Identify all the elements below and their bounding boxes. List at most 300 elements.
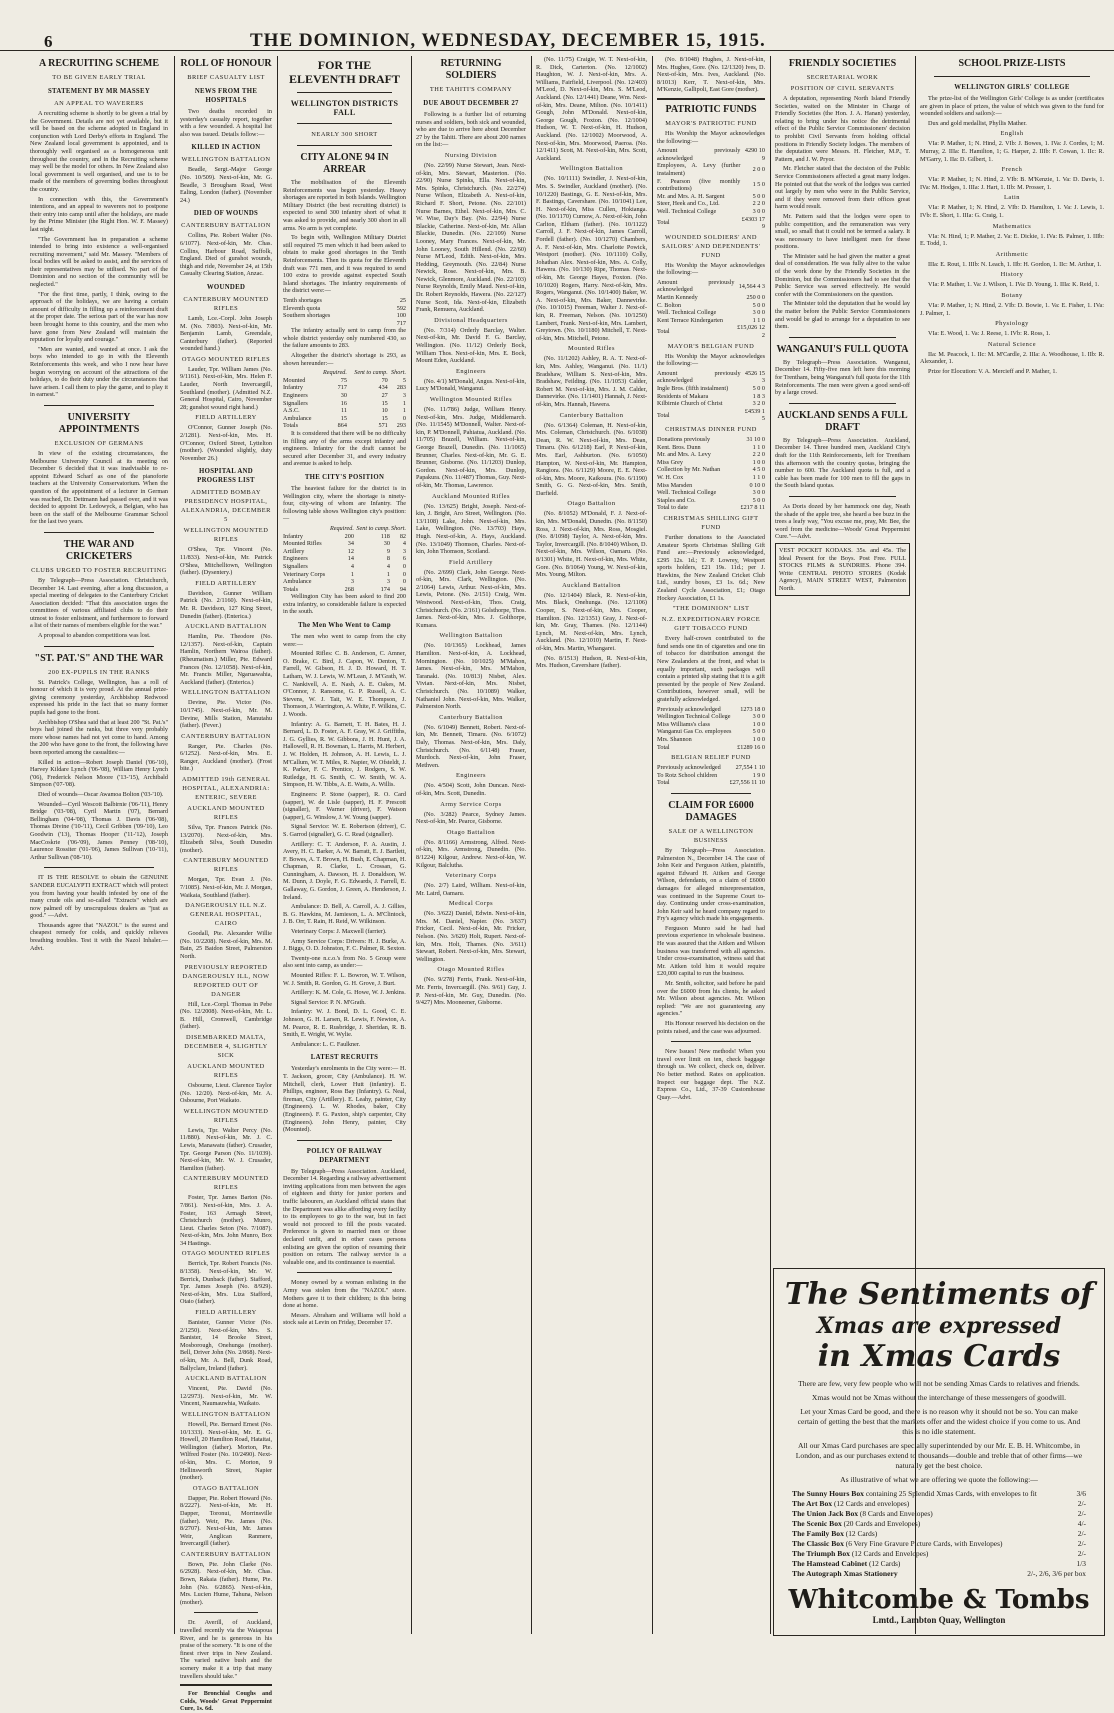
price-list-item [792,1489,1086,1499]
table-cell: 4 5 0 [752,466,765,474]
table-cell: Previously acknowledged [657,764,721,772]
brand-address: Lmtd., Lambton Quay, Wellington [872,1615,1006,1625]
paragraph: Banister, Gunner Victor (No. 2/1250). Next-of-kin, Mrs. S. Banister, 14 Brooke Street, Mosborough, Onehunga (mother). Bell, Driver John (No. 2/868). Next-of-kin, Mr. A. Bell, Dunk Road, Ballyclare, Ireland (father). [180,1319,272,1372]
paragraph: By Telegraph—Press Association. Auckland, December 14. Three hundred men, Auckland City's draft for the 11th Reinforcements, left for Trentham this afternoon with the country quotas, bringing the number to 600. The Auckland quota is full, and a cable has been made for 100 men to fill the gaps in the South Island quotas. [775,436,910,490]
subject-heading: History [1000,271,1024,279]
table-row [657,208,765,216]
paragraph: (No. 8/1513) Hudson, R. Next-of-kin, Mrs. Hudson, Cavershare (father). [536,654,647,670]
subject-heading: Arithmetic [995,250,1029,258]
product-price: 2/- [1077,1499,1086,1508]
table-cell: 4 [402,540,406,548]
table-cell: Totals [283,585,299,593]
table-cell: Steer, Heek and Co., Ltd. [657,200,720,208]
table-cell: 5 0 0 [752,728,765,736]
product-price: 3/6 [1076,1489,1086,1498]
table-header: Required. [322,369,347,377]
subhead: CHRISTMAS SHILLING GIFT FUND [663,514,759,531]
divider [297,123,392,124]
table-cell: 1 0 0 [752,735,765,743]
unit-heading: Auckland Battalion [562,581,621,589]
paragraph: (No. 2/699) Clark, John George. Next-of-kin, Mrs. Clark, Wellington. (No. 2/1064) Lewis, Arthur. Next-of-kin, Mrs. Lewis, Petone. (No. 2/151) Craig, Wm. Westwood. Next-of-kin, Thos. Craig, Christchurch. (No. 2/161) Golsthorpe, Thos. James. Next-of-kin, Mrs. J. Golthorpe, Kumara. [416,568,526,629]
table-cell: Staples and Co. [657,496,696,504]
table-cell: 3 0 0 [752,489,765,497]
table-row [283,586,406,594]
table-row [657,400,765,408]
fund-table [657,706,765,752]
advertisement: As Doris dozed by her hammock one day, Neath the shade of the apple tree, she heard a bee buzz in the trees a leafy way, "You excuse me, pray, Mr. Bee, the word from the medicine—Woods' Great Peppermint Cure."—Advt. [775,502,910,541]
product-name: The Family Box [792,1529,844,1538]
table-cell: 3 [402,547,406,555]
table-cell: 14 [347,555,354,563]
subhead: NEWS FROM THE HOSPITALS [194,88,258,104]
table-cell: 31 10 0 [746,435,765,443]
table-cell: 1 [386,570,390,578]
unit-heading: WELLINGTON BATTALION [181,689,271,697]
column-rule [531,56,532,1634]
ad-headline: The Sentiments of [784,1277,1094,1312]
paragraph: (No. 8/1052) M'Donald, F. J. Next-of-kin, Mrs. M'Donald, Dunedin. (No. 8/1150) Ross, J. Next-of-kin, Mrs. Ross, Mosgiel. (No. 8/1098) Taylor, A. Next-of-kin, Mrs. Taylor, Invercargill. (No. 8/1040) Wilson, D. Next-of-kin, Mrs. Wilson, Oamaru. (No. 8/1301) White, H. Next-of-kin, Mrs. White, Gore. (No. 8/1064) Young, W. Next-of-kin, Mrs. Young, Milton. [536,510,647,579]
paragraph: Wounded—Cyril Wescott Balbirnie ('06-'11), Henry Bridge ('03-'08), Cyril Martin ('07), Bernard Bellingham ('04-'08), Thomas J. Davis ('06-'08), Thomas Divine ('10-'11), Cecil Gribben ('09-'10), Leo Goodwin ('13), Thomas Hooper ('11-'12), Joseph MacCoskrie ('06-'09), James Penney ('08-'10), Laurence Rossiter ('01-'06), James Sullivan ('10-'11), Arthur Sullivan ('08-'10). [30,800,168,861]
subhead: THE TAHITI'S COMPANY [429,86,513,93]
section-heading: DIED OF WOUNDS [193,210,259,218]
table-cell: 4290 10 9 [744,147,765,162]
product-price: 2/- [1077,1529,1086,1538]
unit-heading: WELLINGTON BATTALION [181,1410,271,1418]
ad-headline: in Xmas Cards [817,1339,1061,1374]
paragraph: Twenty-one n.c.o.'s from No. 5 Group were also sent into camp, as under:— [283,954,406,970]
advertisement: For Bronchial Coughs and Colds, Woods' Great Peppermint Cure, 1s. 6d. [180,1690,272,1713]
table-cell: Signallers [283,562,308,570]
table-cell: Mounted Rifles [283,540,322,548]
unit-heading: ADMITTED 19th GENERAL HOSPITAL, ALEXANDRIA: ENTERIC, SEVERE [181,776,271,802]
paragraph: Hill, Lce.-Corpl. Thomas in Pebe (No. 12/2008). Next-of-kin, Mr. L. B. Hill, Cromwell, Cambridge (father). [180,1000,272,1031]
paragraph: Yesterday's enrolments in the City were:— H. T. Jackson, grocer, City (Ambulance). H. W. Mitchell, clerk, Lower Hutt (infantry). E. Phillips, engineer, Ross Bay (Infantry). G. Neal, fireman, City (Artillery). E. Leahy, painter, City (Engineers). L. W. Rhodes, baker, City (Engineers). F. G. Paxton, ship's carpenter, City (Engineers). John Henry, painter, City (Mounted). [283,1065,406,1134]
product-detail: (20 Cards and Envelopes) [841,1519,921,1528]
table-cell: 717 [396,319,406,327]
paragraph: His Worship the Mayor acknowledges the following:— [657,129,765,145]
product-price: 2/- [1077,1509,1086,1518]
table-cell: 268 [344,585,354,593]
table-row [657,317,765,325]
column-recruiting [30,56,168,1634]
unit-heading: Field Artillery [449,558,493,566]
table-cell: 571 [378,422,388,430]
unit-heading: Wellington Battalion [559,165,624,173]
table-cell: Total [657,411,670,419]
table-row [657,474,765,482]
fund-table [657,370,765,423]
table-cell: Previously acknowledged [657,705,721,713]
table-row [283,415,406,423]
paragraph: A proposal to abandon competitions was lost. [38,632,151,640]
table-cell: Infantry [283,384,303,392]
table-cell: 94 [399,585,406,593]
table-row [283,563,406,571]
table-cell: Total [657,779,670,787]
paragraph: Hamlin, Pte. Theodore (No. 12/1357). Next-of-kin, Captain Hamlin, Northern Wairoa (father). (Rheumatism.) Miller, Pte. Edward Frances (No. 12/1058). Next-of-kin, Mr. Francis Miller, Ngaruawahia, Auckland (father). (Enterica.) [180,633,272,686]
table-cell: Miss Williams's class [657,720,711,728]
headline: SCHOOL PRIZE-LISTS [958,58,1066,69]
paragraph: (No. 11/75) Craigie, W. T. Next-of-kin, R. Dick, Carterton. (No. 12/1002) Haughton, W. J. Next-of-kin, Mrs. A. Williams, Fairfield, Liverpool. (No. 12/403) M'Leod, D. Next-of-kin, Mrs. S. M'Leod, Auckland. (No. 12/1441) Deane, Wm. Next-of-kin, Mrs. Deane, Milton. (No. 10/1411) Gough, John M'Donald. Next-of-kin, George Gough, Foxton. (No. 12/1004) Hudson, W. T. Next-of-kin, H. Hudson, Auckland. (No. 12/1002) Moorwood, A. Next-of-kin, Mrs. Moorwood, Paeroa. (No. 12/1411) Scott, M. Next-of-kin, Mrs. Scott, Auckland. [536,56,647,162]
product-detail: (12 Cards and envelopes) [832,1499,910,1508]
headline: ROLL OF HONOUR [180,58,272,69]
price-list-item [792,1529,1086,1539]
unit-heading: Army Service Corps [440,800,502,808]
price-list-item [792,1519,1086,1529]
paragraph: Engineers: P. Stone (sapper), R. O. Card (sapper), W. de Lisle (sapper), H. F. Prescott (signaller), F. Warner (driver), F. Watson (sapper), G. Winslow, J. W. Young (sapper). [283,790,406,821]
ad-text: Let your Xmas Card be good, and there is no reason why it should not be so. You can make certain of getting the best that the markets offer and the widest choice if you come to us. And this is no idle statement. [797,1407,1081,1436]
table-cell: 4 [386,562,390,570]
subhead: WOUNDED SOLDIERS' AND SAILORS' AND DEPENDENTS' FUND [661,233,761,259]
table-cell: A.S.C. [283,407,300,415]
unit-heading: AUCKLAND BATTALION [185,1375,267,1383]
table-cell: 2 2 0 [752,200,765,208]
unit-heading: Engineers [455,367,487,375]
unit-heading: Otago Battalion [446,828,496,836]
table-cell: Amount previously acknowledged [657,369,741,385]
paragraph: (No. 3/622) Daniel, Edwin. Next-of-kin, Mrs. M. Daniel, Napier. (No. 3/637) Fricker, Cecil. Next-of-kin, Mr. Fricker, Nelson. (No. 3/620) Holt, Rupert. Next-of-kin, Mrs. Holt, Thames. (No. 3/611) Stewart, Robert. Next-of-kin, Mrs. Stewart, Wellington. [416,910,526,963]
subhead: WELLINGTON GIRLS' COLLEGE [954,84,1070,91]
table-cell: 1 [350,570,354,578]
unit-heading: WELLINGTON BATTALION [181,156,271,164]
column-returning-soldiers-cont [536,56,647,1634]
unit-heading: CANTERBURY BATTALION [181,732,271,740]
paragraph: Mr. Smith, solicitor, said before he paid over the £6000 from his clients, he asked Mr. Wilson about agencies. Mr. Wilson replied: "We are not guaranteeing any agencies." [657,980,765,1018]
section-heading: KILLED IN ACTION [191,144,261,152]
paragraph: (No. 8/1166) Armstrong, Alfred. Next-of-kin, Mrs. Armstrong, Dunedin. (No. 8/1224) Kilgour, Andrew. Next-of-kin, W. Kilgour, Balclutha. [416,838,526,869]
headline: RETURNING SOLDIERS [440,58,502,81]
paragraph: Mounted Rifles: C. B. Anderson, C. Amner, O. Brake, C. Bird, J. Capon, W. Denton, T. Farrell, W. Gibson, H. J. D. Howard, H. T. Latham, W. J. Lewis, W. M'Lean, J. M'Grath, W. C. Nankivell, A. E. Nash, A. E. Oakes, M. O'Connor, J. Ransome, G. P. Russell, A. C. Stevens, W. J. Tait, W. E. Thompson, J. Thomson, J. Warrington, A. White, F. Wilkins, C. J. Woods. [283,650,406,718]
masthead [0,0,1114,51]
subhead: STATEMENT BY MR MASSEY [47,88,151,95]
table-row [657,162,765,177]
table-cell: 30 [340,392,347,400]
table-row [657,744,765,752]
table-row [657,721,765,729]
paragraph: By Telegraph—Press Association. Wanganui, December 14. Fifty-five men left here this morning for Trentham, being Wanganui's full quota for the 11th Reinforcements. The men were given a good send-off by a large crowd. [775,358,910,397]
table-cell: 5 0 0 [752,385,765,392]
paragraph: (No. 12/1404) Black, R. Next-of-kin, Mrs. Black, Onehunga. (No. 12/1106) Cooper, S. Next-of-kin, Mrs. Cooper, Hamilton. (No. 12/1351) Gray, J. Next-of-kin, Mr. Gray, Thames. (No. 12/1144) Lynch, M. Next-of-kin, Mrs. Lynch, Auckland. (No. 12/1010) Martin, F. Next-of-kin, Mrs. Martin, Whangarei. [536,591,647,652]
unit-heading: WELLINGTON MOUNTED RIFLES [183,1107,269,1124]
paragraph: Two deaths recorded in yesterday's casualty report, together with a few wounded. A hospital list also was issued. Details follow:— [180,108,272,138]
unit-heading: WELLINGTON MOUNTED RIFLES [183,527,269,544]
paragraph: "Men are wanted, and wanted at once. I ask the boys who intended to go in with the Eleventh Reinforcements this week, and who I now hear have begun worrying on account of the attractions of the holidays, to do their duty under the circumstances that have arisen. I call them to play the game, and to play it in earnest." [30,345,168,399]
paragraph: The Minister told the deputation that he would lay the matter before the Public Service Commissioners and would be glad to arrange for a deputation to see them. [775,300,910,331]
paragraph: "The Government has in preparation a scheme intended to bring into existence a well-organised recruiting movement," said Mr. Massey. "Members of local bodies will be asked to assist, and the services of their representatives may be utilised. No part of the Dominion and no section of the community will be neglected." [30,235,168,289]
column-rule [277,56,278,1634]
paragraph: Signal Service: W. E. Robertson (driver), C. S. Garrod (signaller), G. C. Read (signaller). [283,823,406,838]
table-cell: 4 [350,562,354,570]
table-cell: 1 5 0 [752,181,765,189]
column-roll-of-honour [180,56,272,1713]
table-cell: 1 8 3 [752,392,765,400]
table-cell: £1289 16 0 [737,743,765,751]
headline: WANGANUI'S FULL QUOTA [776,343,909,355]
paragraph: Money owned by a woman enlisting in the Army was stolen from the "NAZOL" store. Mothers gave it to their children; is this being done at home. [283,1279,406,1310]
subject-heading: French [1001,166,1023,174]
table-row [283,533,406,541]
subhead: SALE OF A WELLINGTON BUSINESS [668,827,754,844]
subhead: CLUBS URGED TO FOSTER RECRUITING [31,566,167,574]
column-eleventh-draft [283,56,406,1634]
table-cell: 1 1 0 [752,316,765,324]
table-row [657,444,765,452]
unit-heading: FIELD ARTILLERY [195,579,257,587]
table-cell: 34 [347,540,354,548]
table-cell: 0 [402,578,406,586]
fund-table [657,764,765,787]
divider [44,405,154,406]
paragraph: Davidson, Gunner William Patrick (No. 2/1160). Next-of-kin, Mr. R. Davidson, 127 King Street, Dunedin (father). (Enterica.) [180,589,272,620]
table-cell: Engineers [283,555,308,563]
table-row [657,294,765,302]
ad-text: All our Xmas Card purchases are specially superintended by our Mr. E. B. H. Whitcombe, in London, and as our purchases extend to thousands—double and treble that of other firms—we naturally get the best choice. [795,1441,1083,1470]
paragraph: Silva, Tpr. Frances Patrick (No. 13/2070). Next-of-kin, Mrs. Elizabeth Silva, South Dunedin (mother). [180,824,272,854]
paragraph: (No. 7/314) Orderly Barclay, Walter. Next-of-kin, Mr. David F. G. Barclay, Wellington. (No. 11/12) Orderly Bock, William Thos. Next-of-kin, Mrs. E. Bock, Mount Eden, Auckland. [416,326,526,365]
paragraph: (No. 6/1049) Bennett, Robert. Next-of-kin, Mr. Bennett, Timaru. (No. 6/1072) Daly, Thomas. Next-of-kin, Mrs. Daly, Christchurch. (No. 6/1148) Fraser, Murdoch. Next-of-kin, John Fraser, Methven. [416,723,526,769]
product-detail: (8 Cards and Envelopes) [858,1509,933,1518]
table-cell: 5 0 0 [752,192,765,200]
divider [934,76,1090,77]
paragraph: (No. 4/1) M'Donald, Angus. Next-of-kin, Lucy M'Donald, Wanganui. [416,377,526,393]
divider [44,646,154,647]
table-cell: Total [657,743,670,751]
unit-heading: FIELD ARTILLERY [195,414,257,422]
column-patriotic-funds [657,56,765,1634]
unit-heading: AUCKLAND MOUNTED RIFLES [187,1062,265,1079]
unit-heading: Wellington Mounted Rifles [429,396,513,403]
paragraph: (No. 2/7) Laird, William. Next-of-kin, Mr. Laird, Oamaru. [416,882,526,897]
table-row [283,400,406,408]
table-row [657,779,765,787]
table-cell: Well. Technical College [657,489,717,497]
table-cell: 200 [344,532,354,540]
paragraph: St. Patrick's College, Wellington, has a roll of honour of which it is very proud. At the annual prize-giving ceremony yesterday, Archbishop Redwood expressed his pride in the fact that so many former pupils had gone to the front. [30,678,168,717]
column-rule [770,56,771,1634]
table-cell: Employees, A. Levy (further instalment) [657,162,741,177]
table-row [657,764,765,772]
page-number: 6 [44,32,53,51]
advertisement: New Issues! New methods! When you travel over limit on ten, check baggage through us. We collect, check on, deliver. No better method. Rates on application. Inspect our baggage dept. The N.Z. Express Co., Ltd., 37-39 Customhouse Quay.—Advt. [657,1048,765,1101]
table-cell: Amount previously acknowledged [657,147,741,162]
table-cell: £15,026 12 2 [737,324,765,340]
table-cell: Amount previously acknowledged [657,278,735,294]
table-row [657,482,765,490]
table-cell: Infantry [283,532,303,540]
table-cell: To Rotz School children [657,771,718,779]
table-cell: Collection by Mr. Nathan [657,466,721,474]
paragraph: In view of the existing circumstances, the Melbourne University Council at its meeting on December 6 decided that it was inadvisable to re-appoint Edward Scharf as one of the pianoforte teachers at the University Conservatorium. When the question of the appointment of a lecturer in German was reached, Dr. Dettmann had passed over, and it was decided to appoint Dr. Ledowyck, a Belgian, who has been on the staff of the Melbourne Grammar School for the last two years. [30,449,168,526]
paragraph: Mr. Fletcher stated that the decision of the Public Service Commissioners affected a great many lodges. He pointed out that the work of the lodges was carried out largely by men who were in the Public Service, and if they were removed from their offices great harm would result. [775,165,910,211]
headline: CLAIM FOR £6000 DAMAGES [668,799,754,823]
unit-heading: DANGEROUSLY ILL N.Z. GENERAL HOSPITAL, CAIRO [185,902,267,928]
headline: "ST. PAT.'S" AND THE WAR [34,652,164,664]
table-row [283,407,406,415]
fund-table [657,436,765,512]
subject-heading: Natural Science [987,340,1037,348]
paragraph: Howell, Pte. Bernard Ernest (No. 10/1333). Next-of-kin, Mr. E. G. Howell, 20 Hamilton Road, Hataitai, Wellington (father). Morton, Pte. Wilfred Foster (No. 10/2490). Next-of-kin, Mrs. C. Morton, 9 Hellinsworth Street, Napier (mother). [180,1420,272,1482]
table-cell: 0 [402,570,406,578]
paragraph: Prize for Elocution: V. A. Mercieff and P. Mather, 1. [928,367,1057,375]
subhead: "THE DOMINION" LIST [672,605,750,613]
table-cell: 5 0 0 [752,496,765,504]
table-cell: Miss Grey [657,458,683,466]
table-row [657,324,765,339]
table-cell [283,320,386,328]
table-header: Sent to camp. [356,524,390,532]
table-row [657,385,765,393]
table-cell: Well. Technical College [657,309,717,317]
table-cell: 4526 15 3 [744,369,765,385]
table-cell: Ambulance [283,578,312,586]
product-detail: containing 25 Splendid Xmas Cards, with envelopes to fit [863,1489,1037,1498]
subhead: N.Z. EXPEDITIONARY FORCE GIFT TOBACCO FUND [661,616,761,633]
table-row [283,297,406,305]
subhead: MAYOR'S BELGIAN FUND [667,342,755,350]
kodak-advertisement: VEST POCKET KODAKS. 35s. and 45s. The Ideal Present for the Boys. Post Free. FULL STOCKS FILMS & SUNDRIES. Phone 394. Write CENTRAL PHOTO STORES (Kodak Agency), MAIN STREET WEST, Palmerston North. [775,543,910,597]
table-cell: 27 [381,392,388,400]
paragraph: VIa: P. Mather, 1; N. Hind, 2. VIb: J. Bowes, 1. IVa: J. Cordes, 1; M. Murray, 2. IIIa: E. Hamilton, 1; G. Harper, 2. IIIb: F. Cowan, 1. IIc: R. M'Garry, 1. IIa: D. Gilbert, 1. [920,140,1104,163]
table-cell: 0 [402,562,406,570]
table-header [283,369,318,377]
unit-heading: AUCKLAND BATTALION [185,623,267,631]
paragraph: (No. 8/1048) Hughes, J. Next-of-kin, Mrs. Hughes, Gore. (No. 12/1320) Ives, D. Next-of-kin, Mrs. Ives, Auckland. (No. 8/1013) Kerr, T. Next-of-kin, Mrs. M'Kenzie, Gallipoli, East Gore (mother). [657,56,765,94]
paragraph: Following is a further list of returning nurses and soldiers, both sick and wounded, who are due to arrive here about December 27 by the Tahiti. There are about 200 names on the list:— [416,111,526,149]
column-friendly-societies [775,56,910,1261]
table-row [657,178,765,193]
subhead: BRIEF CASUALTY LIST [187,74,265,81]
table-cell: 250 0 0 [746,294,765,302]
table-cell: 293 [396,422,406,430]
unit-heading: Engineers [455,772,487,780]
subhead: POSITION OF CIVIL SERVANTS [790,85,895,92]
table-cell: 1 9 0 [752,771,765,779]
column-rule [411,56,412,1634]
table-cell: 75 [340,376,347,384]
subject-heading: Latin [1004,194,1020,202]
product-detail: (6 Very Fine Gravure Picture Cards, with Envelopes) [843,1539,1003,1548]
product-name: The Sunny Hours Box [792,1489,864,1498]
table-cell: Total [657,219,670,227]
subject-heading: English [1000,130,1024,138]
table-row [657,459,765,467]
paragraph: (No. 6/1364) Coleman, H. Next-of-kin, Mrs. Coleman, Christchurch. (No. 6/1038) Dean, R. W. Next-of-kin, Mrs. Dean, Timaru. (No. 6/1218) Earl, P. Next-of-kin, Mrs. Earl, Ashburton. (No. 6/1050) Hampton, W. Next-of-kin, Mr. Hampton, Rangiora. (No. 6/1129) Moore, E. E. Next-of-kin, Mrs. Moore, Kaikoura. (No. 6/1190) Smith, G. G. Next-of-kin, Mrs. Smith, Darfield. [536,421,647,497]
table-cell: 434 [378,384,388,392]
divider [789,337,896,338]
table-row [657,370,765,385]
paragraph: Ambulance: L. C. Faulkner. [291,1040,361,1048]
headline: THE WAR AND CRICKETERS [63,538,135,562]
table-cell: Signallers [283,399,308,407]
table-cell: 100 [396,312,406,320]
table-cell: Kilbirnie Church of Christ [657,400,723,408]
paragraph: Killed in action—Robert Joseph Daniel ('06-'10), Harvey Kildare Lynch ('06-'08), William Henry Lynch ('06), Frederick Nelson Moore ('13-'15), Archibald Simpson ('07-'08). [30,758,168,789]
paragraph: Vincent, Pte. David (No. 12/2973). Next-of-kin, Mr. W. Vincent, Naumauwhia, Waikato. [180,1385,272,1408]
table-cell: Miss Marsden [657,481,693,489]
table-cell: Total to date [657,504,688,512]
divider [657,98,765,100]
fund-table [657,279,765,340]
product-name: The Art Box [792,1499,833,1508]
ad-headline: Xmas are expressed [816,1313,1062,1339]
unit-heading: Nursing Division [444,151,498,159]
paragraph: VIa: N. Hind, 1; P. Mather, 2. Va: E. Dickie, 1. IVa: B. Palmer, 1. IIIb: E. Todd, 1. [920,232,1104,248]
unit-heading: Mounted Rifles [568,345,615,353]
unit-heading: AUCKLAND MOUNTED RIFLES [187,805,265,822]
table-row [283,540,406,548]
table-header: Required. [329,524,354,532]
ad-text: Xmas would not be Xmas without the interchange of these messengers of goodwill. [811,1393,1067,1402]
price-list-item [792,1509,1086,1519]
subject-heading: Mathematics [992,222,1032,230]
table-cell: 1 0 0 [752,720,765,728]
subhead: TO BE GIVEN EARLY TRIAL [52,74,146,81]
section-heading: WOUNDED [206,283,246,291]
table-cell: Eleventh quota [283,304,321,312]
paragraph: By Telegraph—Press Association. Palmerston N., December 14. The case of John Keir and Ferguson Aitken, plaintiffs, against Edward H. Aitken and George Wilson, defendants, on a claim of £6000 damages for alleged misrepresentation, was continued in the Supreme Court to-day. Continuing under cross-examination, John Keir said he heard company regard to Fry's agency which made his engagements. [657,846,765,923]
paragraph: His Worship the Mayor acknowledges the following:— [657,352,765,368]
city-shortage-table [283,525,406,593]
table-cell: £4539 1 5 [744,407,765,423]
column-school-prize-lists [920,56,1104,1261]
subject-heading: Physiology [995,320,1029,328]
table-cell: 1 1 0 [752,473,765,481]
table-cell: 15 [381,414,388,422]
table-row [657,489,765,497]
paragraph: A recruiting scheme is shortly to be given a trial by the Government. Details are not yet available, but it will be based on the scheme adopted in England in conjunction with Lord Derby's efforts in England. The New Zealand local government is appointed, and is thoroughly well organised as a homogeneous unit throughout the country, and in the Recruiting scheme may well be the model for others. In New Zealand also local government is well organised, and use is to be made of the members of governing bodies throughout the country. [30,110,168,193]
subhead: BELGIAN RELIEF FUND [671,754,751,762]
table-row [657,200,765,208]
table-row [657,147,765,162]
table-cell: 12 [347,547,354,555]
subhead: SECRETARIAL WORK [806,74,879,81]
product-name: The Union Jack Box [792,1509,859,1518]
table-cell: 10 [381,407,388,415]
product-price: 2/- [1077,1539,1086,1548]
section-heading: LATEST RECRUITS [310,1054,379,1062]
subhead: MAYOR'S PATRIOTIC FUND [665,119,757,127]
table-row [657,504,765,512]
table-cell: 2 2 0 [752,451,765,459]
table-row [283,422,406,430]
paragraph: Signal Service: P. N. M'Grath. [291,998,366,1006]
table-header: Short. [391,524,406,532]
paragraph: Every half-crown contributed to the fund sends one tin of cigarettes and one tin of tobacco for distribution amongst the New Zealanders at the front, and what is equally important, such packages will contain a printed slip stating that it is a gift presented by the people of New Zealand. Contributions, however small, will be gratefully acknowledged. [657,635,765,703]
paragraph: VIa: E. Wood, 1. Va: J. Reese, 1. IVb: R. Ross, 1. [928,330,1051,338]
table-row [657,713,765,721]
table-cell: £217 8 11 [740,504,765,512]
table-cell: Mr. and Mrs. A. Levy [657,451,711,459]
product-name: The Autograph Xmas Stationery [792,1569,898,1578]
paragraph: VIa: P. Mather, 1; N. Hind, 2. VIb: D. Hamilton, 1. Va: J. Lewis, 1. IVb: E. Short, 1. IIIa: G. Craig, 1. [920,204,1104,219]
divider [44,867,154,868]
unit-heading: Otago Battalion [567,500,616,508]
divider [194,1612,258,1613]
divider [297,92,392,93]
fund-table [657,147,765,231]
unit-heading: PREVIOUSLY REPORTED DANGEROUSLY ILL, NOW REPORTED OUT OF DANGER [182,963,270,998]
table-cell: 15 [340,414,347,422]
table-cell: 8 [386,555,390,563]
table-cell: 9 [386,547,390,555]
table-cell: 1 [402,399,406,407]
price-list-item [792,1569,1086,1579]
table-cell: Wellington Technical College [657,713,731,721]
table-row [283,555,406,563]
paragraph: Mr. Pattern said that the lodges were open to public competition, and the remuneration was very small, so small that it could not be termed a salary. It was necessary to have intelligent men for these positions. [775,212,910,251]
xmas-cards-advertisement [773,1268,1105,1636]
newspaper-title: THE DOMINION, WEDNESDAY, DECEMBER 15, 1915. [250,30,766,51]
